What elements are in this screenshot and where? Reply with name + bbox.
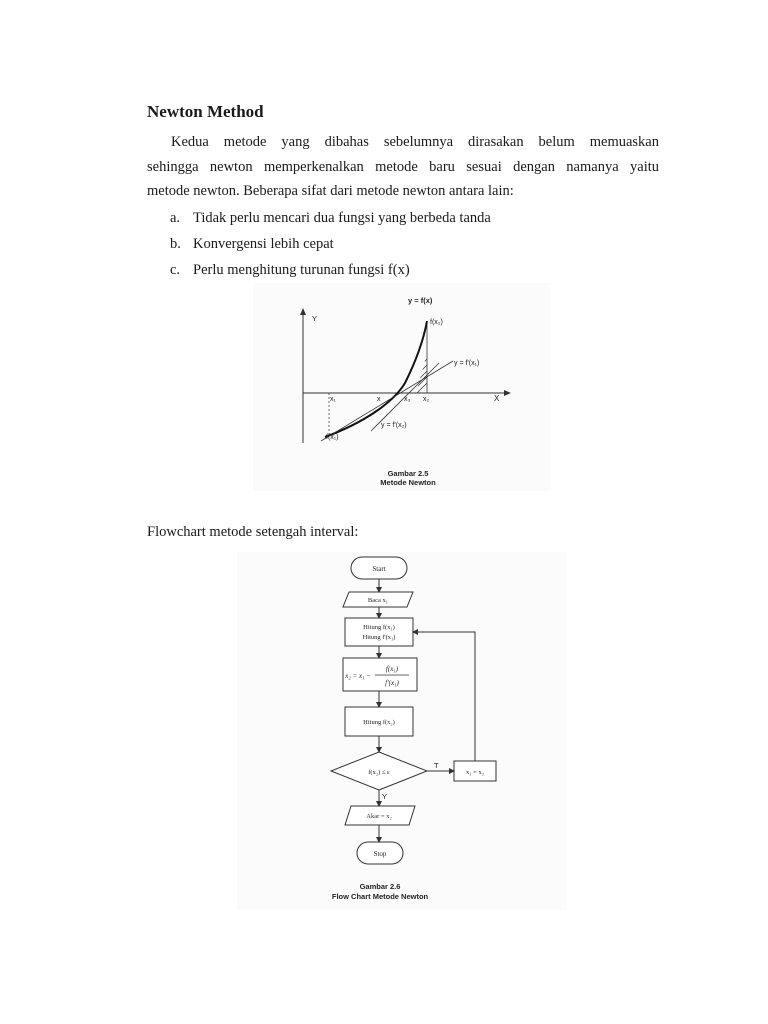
paragraph-line-2: sehingga newton memperkenalkan metode baru sesuai dengan namanya yaitu: [147, 158, 659, 175]
tangent-x2-label: y = f'(x₂): [381, 422, 407, 429]
fx2-label: f(x₂): [430, 319, 443, 326]
tangent-line-x1: [321, 361, 453, 441]
loop-back-arrow: [413, 632, 475, 761]
compute-line-1: Hitung f(x₁): [363, 624, 395, 631]
flowchart-heading: Flowchart metode setengah interval:: [147, 524, 359, 540]
true-branch-label: Y: [382, 792, 388, 801]
figure-caption-title: Metode Newton: [380, 478, 436, 487]
paragraph-line-3: metode newton. Beberapa sifat dari metode newton antara lain:: [147, 183, 514, 199]
compute-derivative-box: [345, 618, 413, 646]
result-label: Akar = x₂: [366, 813, 392, 820]
paragraph-line-1: Kedua metode yang dibahas sebelumnya dirasakan belum memuaskan: [171, 134, 659, 150]
list-item: [170, 257, 491, 283]
decision-label: f(x₂) ≤ ε: [368, 769, 390, 776]
flowchart-caption-title: Flow Chart Metode Newton: [331, 892, 429, 901]
list-marker: c.: [170, 262, 181, 278]
newton-flowchart-figure: [237, 552, 567, 910]
compute-fx2-label: Hitung f(x₂): [363, 719, 395, 726]
x-axis-arrow: [504, 390, 511, 396]
flowchart-caption-number: Gambar 2.6: [359, 882, 401, 891]
start-label: Start: [372, 565, 386, 573]
list-item: [170, 205, 491, 231]
tick-x-label: x: [377, 396, 381, 403]
tick-x3-label: x₃: [404, 396, 411, 403]
list-item-text: Perlu menghitung turunan fungsi f(x): [193, 262, 410, 278]
list-item: [170, 231, 491, 257]
x-axis-label: X: [494, 394, 500, 403]
intro-paragraph: [147, 130, 659, 204]
false-branch-label: T: [434, 761, 439, 770]
y-axis-arrow: [300, 308, 306, 315]
figure-caption-number: Gambar 2.5: [387, 469, 429, 478]
y-axis-label: Y: [312, 314, 318, 323]
list-marker: b.: [170, 236, 181, 252]
graph-title: y = f(x): [408, 296, 433, 305]
formula-denominator: f'(x₁): [385, 679, 399, 687]
list-marker: a.: [170, 210, 181, 226]
section-heading: Newton Method: [147, 102, 264, 121]
assign-label: x₁ = x₂: [466, 769, 484, 776]
list-item-text: Konvergensi lebih cepat: [193, 236, 334, 252]
tick-x1-label: x₁: [330, 396, 336, 403]
formula-numerator: f(x₁): [385, 665, 399, 673]
compute-line-2: Hitung f'(x₁): [362, 634, 396, 641]
properties-list: [170, 205, 491, 283]
fx1-label: f(x₁): [326, 434, 339, 441]
read-input-label: Baca x₁: [367, 597, 389, 604]
formula-lhs: x₂ = x₁ −: [345, 672, 371, 680]
newton-method-figure: [253, 283, 551, 491]
list-item-text: Tidak perlu mencari dua fungsi yang berbeda tanda: [193, 210, 491, 226]
tangent-x1-label: y = f'(x₁): [454, 360, 480, 367]
function-curve: [325, 321, 427, 437]
stop-label: Stop: [373, 850, 387, 858]
tick-x2-label: x₂: [423, 396, 430, 403]
